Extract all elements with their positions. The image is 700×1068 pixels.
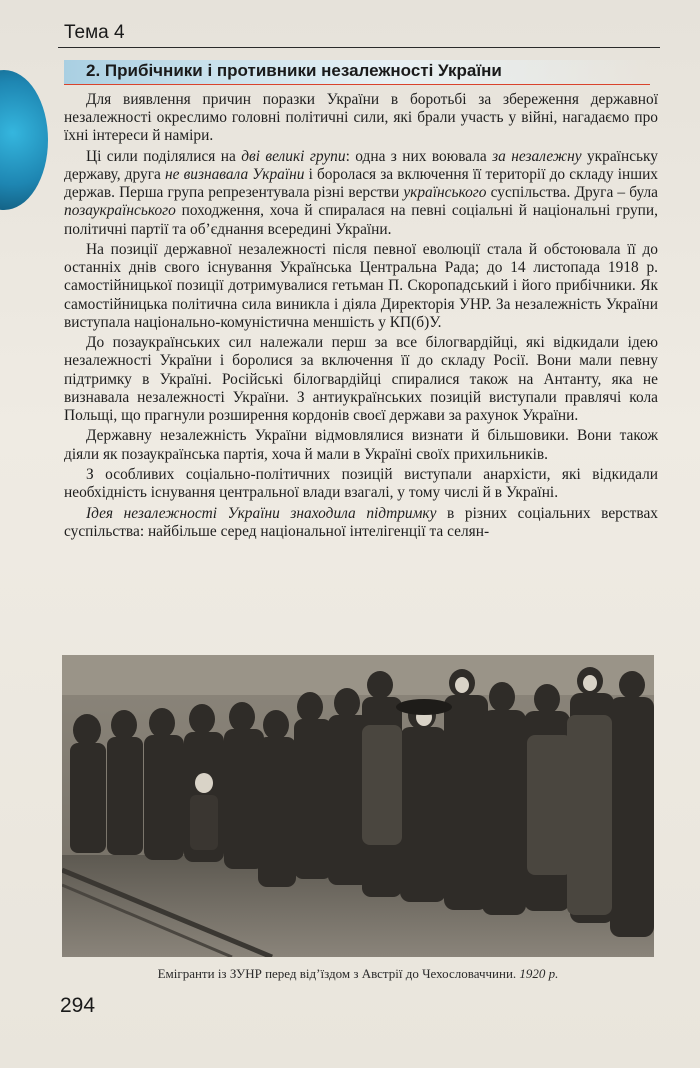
emphasis-text: позаукраїнського <box>64 202 176 220</box>
text-run: Для виявлення причин поразки України в боротьбі за збереження державної незалежності окреслимо головні політичні сили, які брали участь у війні, нагадаємо про їхні інтереси й наміри. <box>64 91 658 145</box>
topic-label: Тема 4 <box>64 22 125 43</box>
paragraph <box>64 334 658 425</box>
body-text <box>64 91 658 541</box>
section-title-band <box>64 60 650 84</box>
text-run: походження, хоча й спиралася на певні соціальні й національні групи, політичні партії та об’єднання всередині України. <box>64 202 658 238</box>
paragraph <box>64 91 658 146</box>
emphasis-text: не визнавала України <box>164 166 305 183</box>
paragraph <box>64 466 658 502</box>
caption-text: Емігранти із ЗУНР перед від’їздом з Австрії до Чехословаччини. <box>157 966 520 981</box>
section-title: 2. Прибічники і противники незалежності України <box>86 61 502 80</box>
text-run: суспільства. Друга – була <box>486 184 659 202</box>
photo-caption <box>62 966 654 982</box>
emphasis-text: за незалежну <box>492 147 582 165</box>
emphasis-text: дві великі групи <box>241 147 346 165</box>
page-number: 294 <box>60 994 96 1017</box>
text-run: : одна з них воювала <box>345 147 493 165</box>
text-run: До позаукраїнських сил належали перш за все білогвардійці, які відкидали ідею незалежності України і боролися за включення її до складу Росії. Вони мали певну підтримку в Україні. Російські білогвардійці спиралися також на Антанту, яка не визнавала незалежності України. З антиукраїнських позицій виступали правлячі кола Польщі, що прагнули розширення кордонів своєї держави за рахунок України. <box>64 334 658 425</box>
text-run: На позиції державної незалежності після певної еволюції стала й обстоювала її до останніх днів свого існування Українська Центральна Рада; до 14 листопада 1918 р. самостійницької позиції дотримувалися гетьман П. Скоропадський і його прибічники. Як самостійницька політична сила виникла і діяла Директорія УНР. За незалежність України виступала національно-комуністична меншість у КП(б)У. <box>64 241 658 331</box>
paragraph <box>64 148 658 239</box>
text-run: українську державу, друга <box>64 147 659 183</box>
header-rule <box>58 47 660 48</box>
text-run: З особливих соціально-політичних позицій виступали анархісти, які відкидали необхідність існування центральної влади взагалі, у тому числі й в Україні. <box>64 466 658 502</box>
paragraph <box>64 427 658 463</box>
photo-illustration <box>62 655 654 957</box>
historical-photo <box>62 655 654 957</box>
paragraph <box>64 505 658 541</box>
title-underline <box>64 84 650 85</box>
paragraph <box>64 241 658 332</box>
text-run: і боролася за включення її території до складу інших держав. Перша група репрезентувала різні верстви <box>64 166 659 202</box>
emphasis-text: Ідея незалежності України знаходила підтримку <box>86 504 437 522</box>
caption-year: 1920 р. <box>519 966 559 981</box>
emphasis-text: українського <box>403 184 487 202</box>
text-run: в різних соціальних верствах суспільства: найбільше серед національної інтелігенції та селян- <box>64 504 658 540</box>
text-run: Ці сили поділялися на <box>86 147 242 165</box>
text-run: Державну незалежність України відмовлялися визнати й більшовики. Вони також діяли як позаукраїнська партія, хоча й мали в Україні своїх прихильників. <box>64 427 658 463</box>
